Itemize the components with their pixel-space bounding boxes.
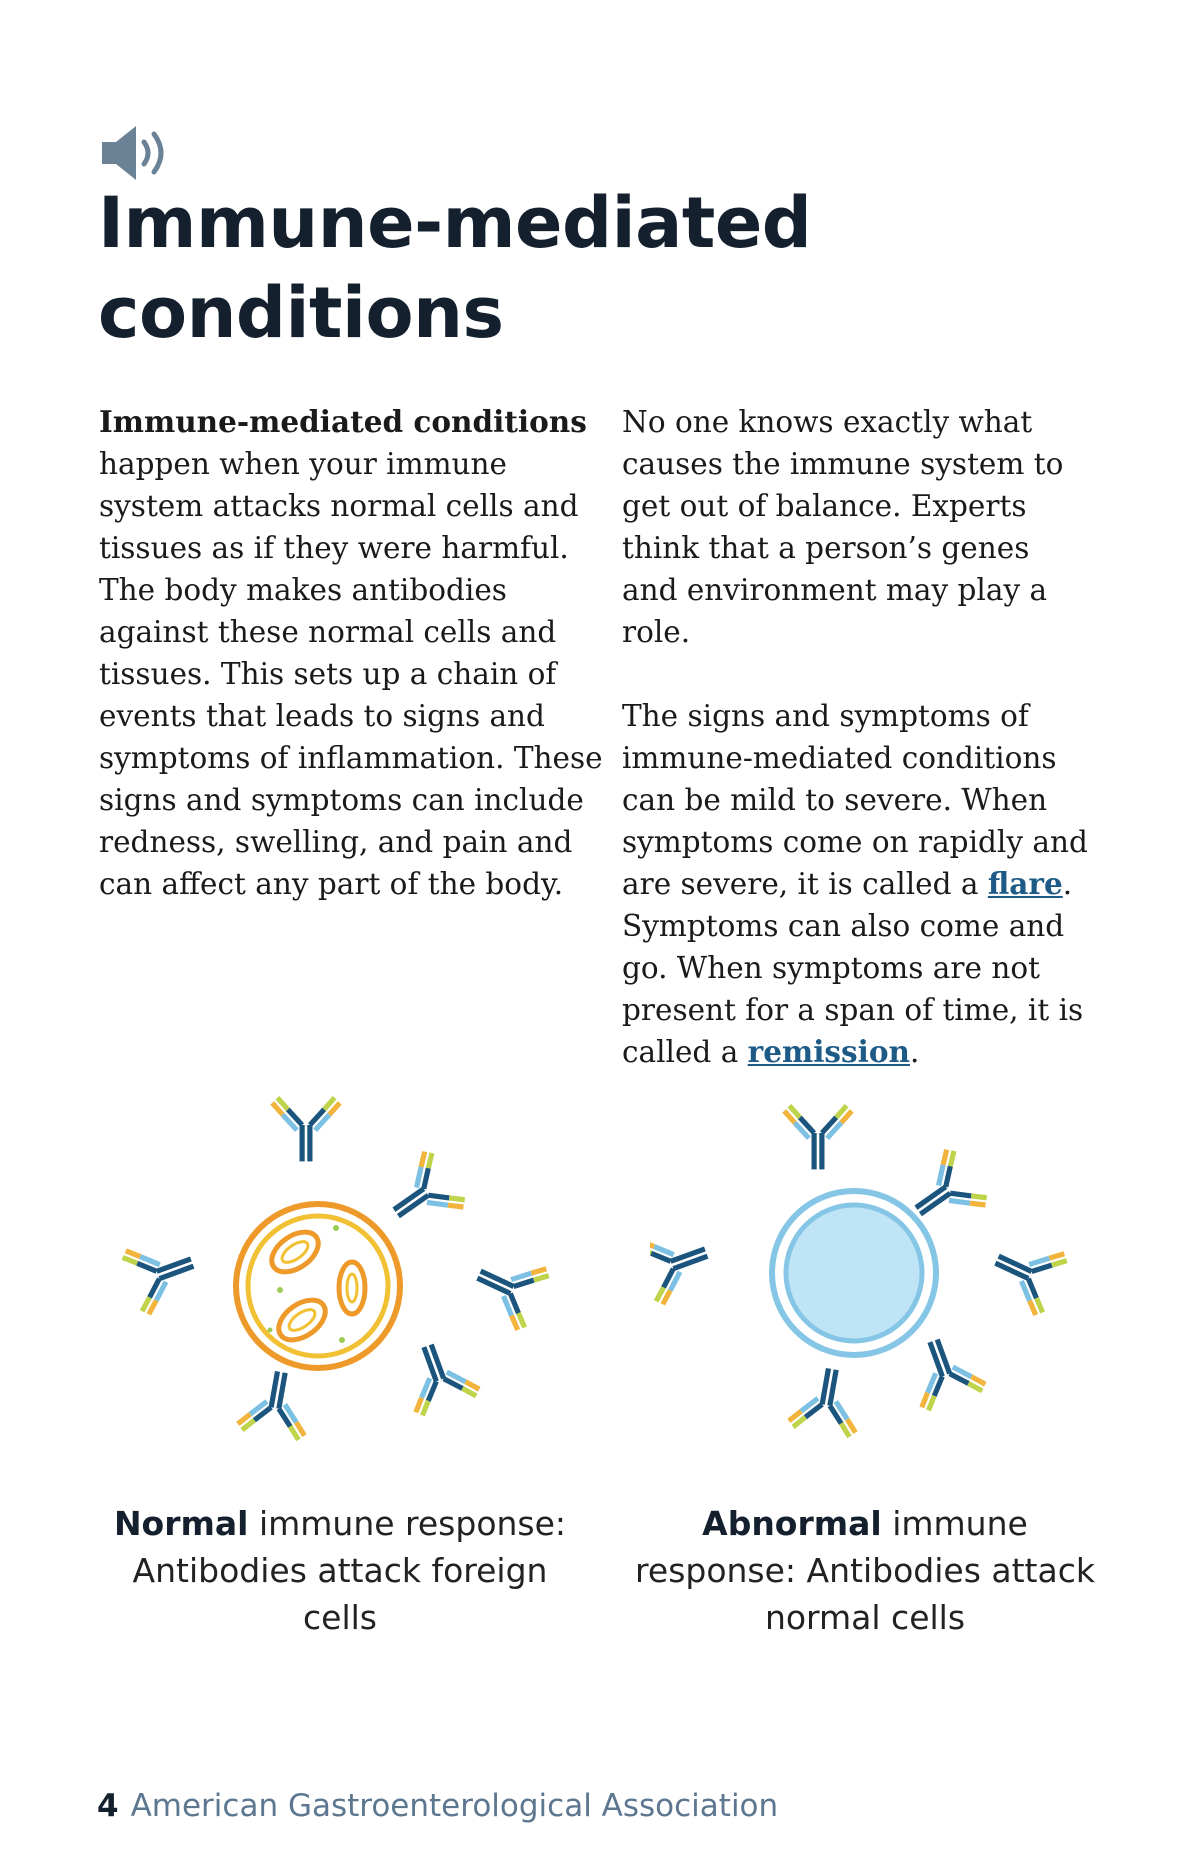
- foreign-cell: [236, 1204, 400, 1368]
- caption-abnormal-bold: Abnormal: [702, 1504, 882, 1543]
- page-title: Immune-mediated conditions: [98, 182, 812, 354]
- page-footer: [97, 1788, 778, 1824]
- normal-cell: [772, 1191, 936, 1355]
- normal-response-caption: [100, 1500, 580, 1641]
- abnormal-response-caption: [625, 1500, 1105, 1641]
- symptoms-text-3: .: [909, 1035, 920, 1069]
- caption-normal-text: immune response: Antibodies attack foreign cells: [132, 1504, 567, 1637]
- remission-link[interactable]: remission: [747, 1034, 910, 1069]
- antibody-icons: [121, 1098, 550, 1441]
- term-bold: Immune-mediated conditions: [99, 404, 587, 439]
- symptoms-text-2: . Symptoms can also come and go. When symptoms are not present for a span of time, it is called a: [622, 867, 1084, 1069]
- normal-immune-response-illustration: [110, 1070, 550, 1470]
- intro-paragraph: [99, 401, 609, 905]
- page-number: 4: [97, 1788, 119, 1824]
- causes-column: [622, 401, 1092, 1073]
- intro-text: happen when your immune system attacks normal cells and tissues as if they were harmful. The body makes antibodies against these normal cells and tissues. This sets up a chain of events that leads to signs and symptoms of inflammation. These signs and symptoms can include redness, swelling, and pain and can affect any part of the body.: [99, 447, 603, 901]
- symptoms-text-1: The signs and symptoms of immune-mediated conditions can be mild to severe. When symptoms come on rapidly and are severe, it is called a: [622, 699, 1088, 901]
- caption-normal-bold: Normal: [113, 1504, 249, 1543]
- flare-link[interactable]: flare: [987, 866, 1063, 901]
- speaker-icon[interactable]: [100, 122, 178, 184]
- footer-organization: American Gastroenterological Association: [130, 1788, 779, 1824]
- intro-column: [99, 401, 609, 905]
- symptoms-paragraph: [622, 695, 1092, 1073]
- abnormal-immune-response-illustration: [650, 1075, 1090, 1475]
- causes-paragraph: No one knows exactly what causes the immune system to get out of balance. Experts think that a person’s genes and environment may play a role.: [622, 405, 1064, 649]
- caption-abnormal-text: immune response: Antibodies attack normal cells: [635, 1504, 1095, 1637]
